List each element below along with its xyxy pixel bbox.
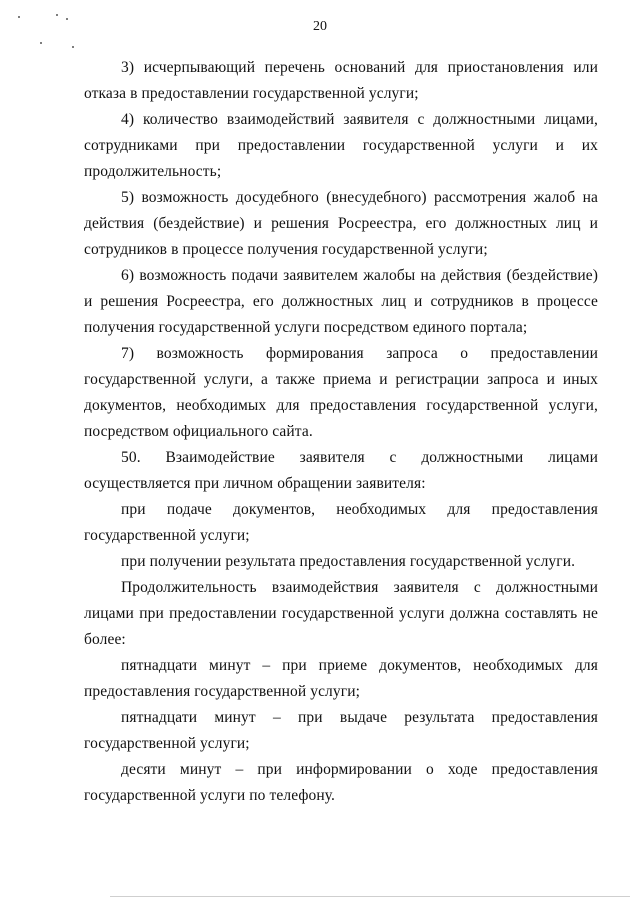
scan-speck [72,46,74,48]
page-number: 20 [313,19,327,34]
paragraph-item-6: 6) возможность подачи заявителем жалобы на действия (бездействие) и решения Росреестра, его должностных лиц и сотрудников в процессе получения государственной услуги посредством единого портала; [84,267,598,336]
paragraph-duration-intro: Продолжительность взаимодействия заявителя с должностными лицами при предоставлении государственной услуги должна составлять не более: [84,579,598,648]
scan-speck [40,42,42,44]
scan-speck [56,14,58,16]
paragraph-item-5: 5) возможность досудебного (внесудебного) рассмотрения жалоб на действия (бездействие) и решения Росреестра, его должностных лиц и сотрудников в процессе получения государственной услуги; [84,189,598,258]
paragraph-duration-issue: пятнадцати минут – при выдаче результата предоставления государственной услуги; [84,709,598,752]
paragraph-submission: при подаче документов, необходимых для предоставления государственной услуги; [84,501,598,544]
paragraph-duration-intake: пятнадцати минут – при приеме документов, необходимых для предоставления государственной услуги; [84,657,598,700]
paragraph-receipt: при получении результата предоставления государственной услуги. [121,553,576,570]
paragraph-item-3: 3) исчерпывающий перечень оснований для приостановления или отказа в предоставлении государственной услуги; [84,59,598,102]
scan-edge-line [110,896,630,897]
document-body [84,55,598,809]
paragraph-duration-phone: десяти минут – при информировании о ходе предоставления государственной услуги по телефону. [84,761,598,804]
paragraph-item-4: 4) количество взаимодействий заявителя с должностными лицами, сотрудниками при предоставлении государственной услуги и их продолжительность; [84,111,598,180]
paragraph-clause-50: 50. Взаимодействие заявителя с должностными лицами осуществляется при личном обращении заявителя: [84,449,598,492]
paragraph-item-7: 7) возможность формирования запроса о предоставлении государственной услуги, а также приема и регистрации запроса и иных документов, необходимых для предоставления государственной услуги, посредством официального сайта. [84,345,598,440]
